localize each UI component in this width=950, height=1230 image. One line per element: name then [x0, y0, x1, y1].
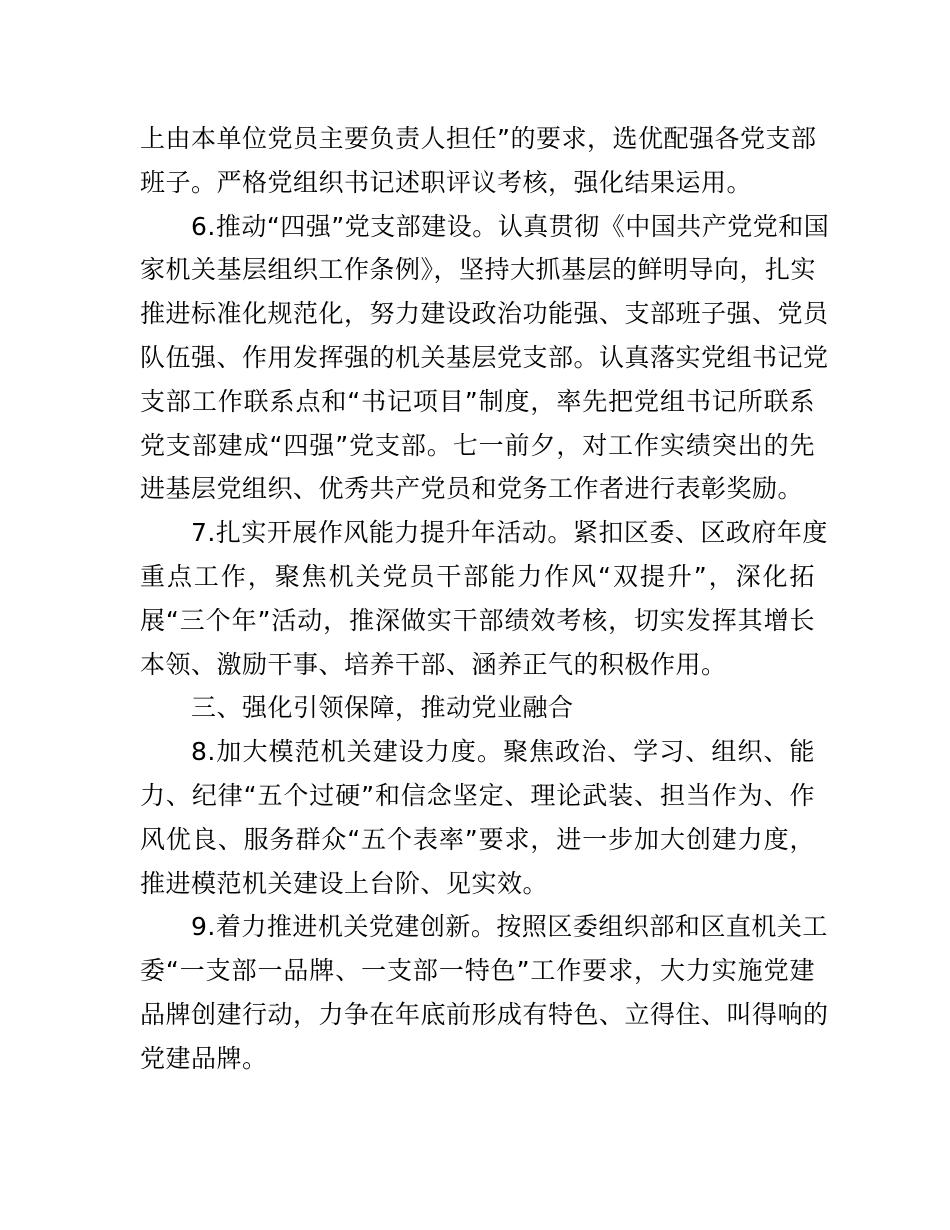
text-line: 进基层党组织、优秀共产党员和党务工作者进行表彰奖励。: [140, 474, 804, 504]
text-line: 家机关基层组织工作条例》，坚持大抓基层的鲜明导向，扎实: [140, 255, 817, 285]
text-line: 7.扎实开展作风能力提升年活动。紧扣区委、区政府年度: [191, 518, 828, 548]
text-line: 队伍强、作用发挥强的机关基层党支部。认真落实党组书记党: [140, 342, 829, 372]
text-line: 8.加大模范机关建设力度。聚焦政治、学习、组织、能: [191, 737, 815, 767]
text-line: 品牌创建行动，力争在年底前形成有特色、立得住、叫得响的: [140, 999, 829, 1029]
paragraph-8: [140, 730, 815, 905]
text-line: 推进模范机关建设上台阶、见实效。: [140, 868, 549, 898]
text-line: 委“一支部一品牌、一支部一特色”工作要求，大力实施党建: [140, 956, 815, 986]
document-body: [140, 117, 830, 1081]
text-line: 班子。严格党组织书记述职评议考核，强化结果运用。: [140, 167, 753, 197]
text-line: 党支部建成“四强”党支部。七一前夕，对工作实绩突出的先: [140, 430, 815, 460]
text-line: 本领、激励干事、培养干部、涵养正气的积极作用。: [140, 649, 727, 679]
text-line: 支部工作联系点和“书记项目”制度，率先把党组书记所联系: [140, 386, 815, 416]
text-line: 重点工作，聚焦机关党员干部能力作风“双提升”，深化拓: [140, 561, 815, 591]
paragraph-9: [140, 905, 829, 1080]
text-line: 6.推动“四强”党支部建设。认真贯彻《中国共产党党和国: [191, 211, 830, 241]
text-line: 9.着力推进机关党建创新。按照区委组织部和区直机关工: [191, 912, 828, 942]
text-line: 力、纪律“五个过硬”和信念坚定、理论武装、担当作为、作: [140, 780, 815, 810]
heading-line: 三、强化引领保障，推动党业融合: [191, 693, 574, 723]
text-line: 党建品牌。: [140, 1043, 268, 1073]
paragraph-7: [140, 511, 828, 686]
paragraph-continuation: [140, 117, 815, 205]
text-line: 风优良、服务群众“五个表率”要求，进一步加大创建力度，: [140, 824, 815, 854]
text-line: 上由本单位党员主要负责人担任”的要求，选优配强各党支部: [140, 124, 817, 153]
text-line: 推进标准化规范化，努力建设政治功能强、支部班子强、党员: [140, 299, 829, 329]
section-heading-3: [140, 686, 815, 730]
text-line: 展“三个年”活动，推深做实干部绩效考核，切实发挥其增长: [140, 605, 815, 635]
paragraph-6: [140, 205, 830, 512]
